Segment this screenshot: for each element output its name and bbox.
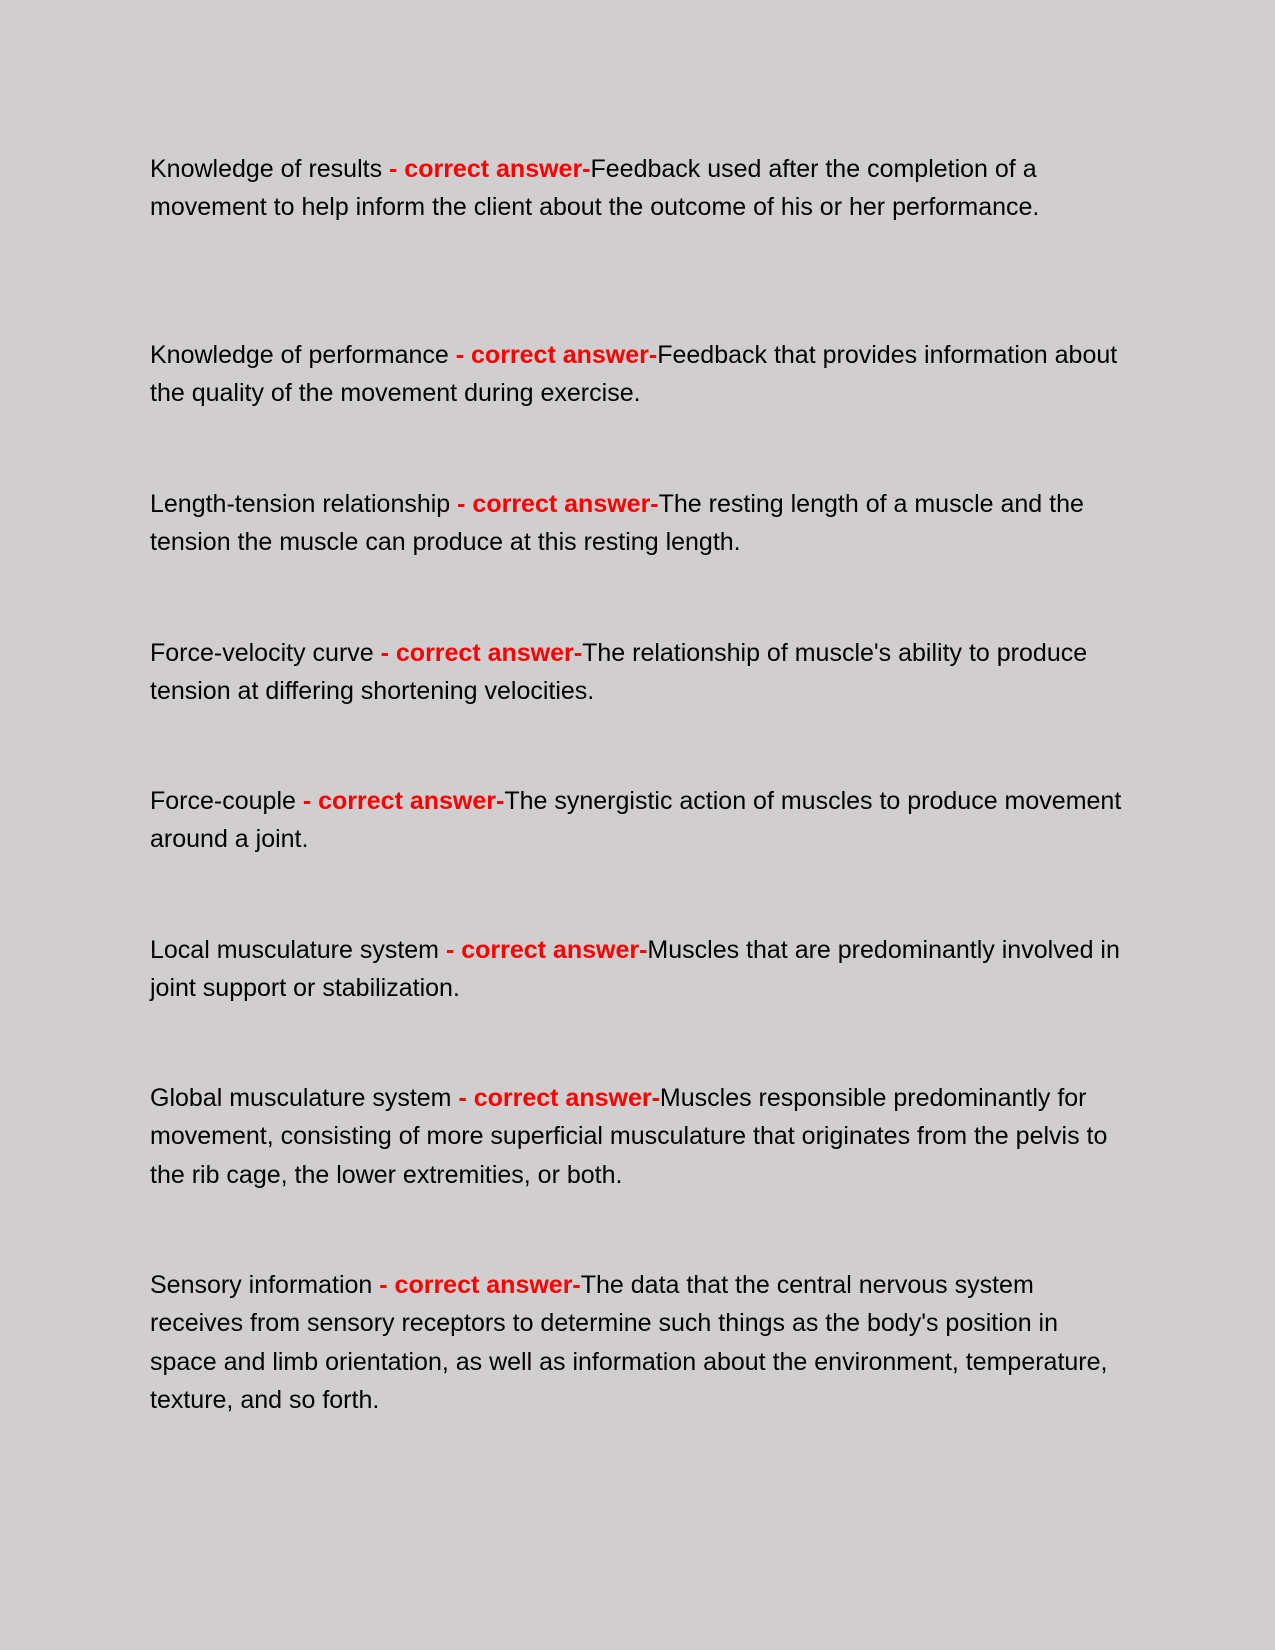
answer-marker: - correct answer-	[455, 341, 658, 369]
definition: Feedback that provides information about the quality of the movement during exercise.	[150, 341, 1118, 408]
flashcard-entry	[150, 782, 1125, 859]
flashcard-entry	[150, 634, 1125, 711]
term: Force-couple	[150, 787, 303, 815]
definition: The data that the central nervous system receives from sensory receptors to determine such things as the body's position in space and limb orientation, as well as information about the environment, temperature, texture, and so forth.	[150, 1271, 1108, 1414]
flashcard-entry	[150, 931, 1125, 1008]
term: Knowledge of performance	[150, 341, 456, 369]
flashcard-entry	[150, 485, 1125, 562]
answer-marker: - correct answer-	[302, 787, 505, 815]
answer-marker: - correct answer-	[389, 155, 591, 183]
answer-marker: - correct answer-	[457, 490, 659, 518]
definition: Muscles responsible predominantly for movement, consisting of more superficial musculature that originates from the pelvis to the rib cage, the lower extremities, or both.	[150, 1084, 1108, 1189]
term: Length-tension relationship	[150, 490, 458, 518]
term: Global musculature system	[150, 1084, 459, 1112]
term: Local musculature system	[150, 936, 446, 964]
definition: The relationship of muscle's ability to produce tension at differing shortening velocities.	[150, 639, 1088, 706]
term: Knowledge of results	[150, 155, 390, 183]
answer-marker: - correct answer-	[445, 936, 648, 964]
definition: The synergistic action of muscles to produce movement around a joint.	[150, 787, 1122, 854]
flashcard-entry	[150, 336, 1125, 413]
answer-marker: - correct answer-	[380, 639, 583, 667]
definition: Muscles that are predominantly involved in joint support or stabilization.	[150, 936, 1120, 1003]
flashcard-entry	[150, 1079, 1125, 1194]
definition: Feedback used after the completion of a movement to help inform the client about the outcome of his or her performance.	[150, 155, 1040, 222]
flashcard-entry	[150, 1266, 1125, 1419]
definition: The resting length of a muscle and the tension the muscle can produce at this resting length.	[150, 490, 1084, 557]
answer-marker: - correct answer-	[379, 1271, 581, 1299]
term: Sensory information	[150, 1271, 380, 1299]
answer-marker: - correct answer-	[458, 1084, 660, 1112]
term: Force-velocity curve	[150, 639, 381, 667]
flashcard-entry	[150, 150, 1125, 227]
